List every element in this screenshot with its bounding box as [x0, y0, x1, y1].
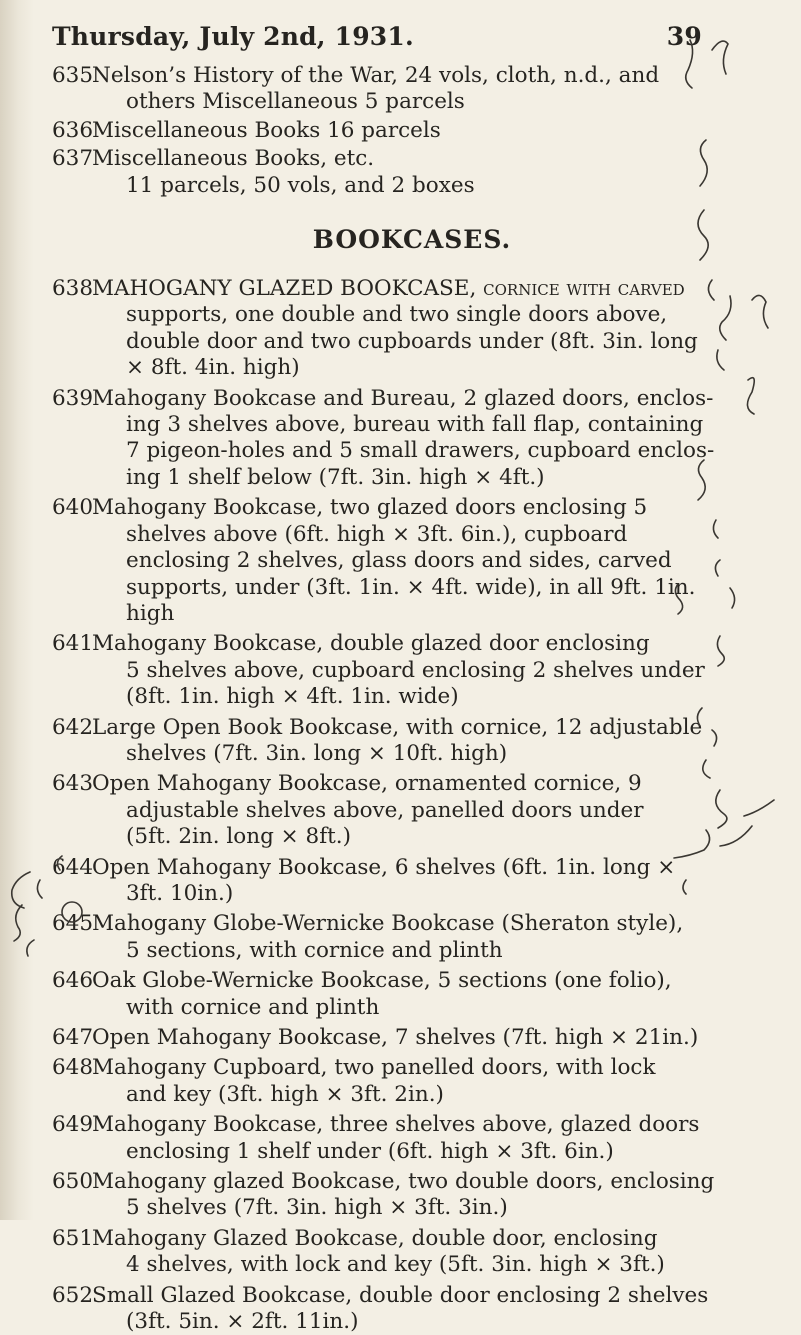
lot-description-line: Small Glazed Bookcase, double door enclosing 2 shelves — [92, 1282, 709, 1308]
lot-description-line: 11 parcels, 50 vols, and 2 boxes — [126, 172, 475, 198]
lot-list-bookcases — [52, 276, 772, 1335]
lot-number: 635 — [52, 63, 94, 88]
lot-description — [92, 1283, 772, 1335]
lot-description — [92, 146, 772, 199]
lot-description — [92, 1169, 772, 1222]
lot-description-line: (5ft. 2in. long × 8ft.) — [126, 824, 352, 850]
lot-description — [92, 1055, 772, 1108]
lot-description-line: Miscellaneous Books, etc. — [92, 146, 375, 172]
lot-entry — [52, 1025, 772, 1051]
lot-description-line: MAHOGANY GLAZED BOOKCASE, cornice with carved — [92, 276, 685, 302]
lot-entry — [52, 63, 772, 116]
lot-entry — [52, 855, 772, 908]
lot-description-line: Mahogany Bookcase, two glazed doors enclosing 5 — [92, 495, 648, 521]
lot-description-line: 4 shelves, with lock and key (5ft. 3in. high × 3ft.) — [126, 1252, 665, 1278]
lot-description-line: 5 shelves (7ft. 3in. high × 3ft. 3in.) — [126, 1195, 508, 1221]
lot-description-line: Oak Globe-Wernicke Bookcase, 5 sections (one folio), — [92, 968, 672, 994]
page-number: 39 — [666, 22, 702, 51]
lot-number: 645 — [52, 911, 94, 937]
lot-description-line: Nelson’s History of the War, 24 vols, cloth, n.d., and — [92, 63, 660, 88]
lot-description-line: Open Mahogany Bookcase, ornamented cornice, 9 — [92, 771, 642, 797]
lot-entry — [52, 1226, 772, 1279]
lot-number: 643 — [52, 771, 94, 797]
lot-description-line: Open Mahogany Bookcase, 6 shelves (6ft. 1in. long × — [92, 854, 676, 880]
lot-number: 641 — [52, 631, 94, 657]
lot-description-line: × 8ft. 4in. high) — [126, 355, 300, 381]
lot-number: 637 — [52, 146, 94, 172]
page-gutter — [0, 0, 34, 1220]
lot-description — [92, 495, 772, 627]
lot-description — [92, 118, 772, 144]
lot-description-line: enclosing 1 shelf under (6ft. high × 3ft. 6in.) — [126, 1138, 614, 1164]
lot-entry — [52, 1169, 772, 1222]
lot-description-line: Mahogany glazed Bookcase, two double doors, enclosing — [92, 1169, 715, 1195]
lot-description-line: Mahogany Glazed Bookcase, double door, enclosing — [92, 1225, 658, 1251]
lot-entry — [52, 118, 772, 144]
lot-description-line: (8ft. 1in. high × 4ft. 1in. wide) — [126, 684, 459, 710]
lot-entry — [52, 276, 772, 382]
lot-number: 638 — [52, 276, 94, 302]
lot-description — [92, 631, 772, 710]
lot-entry — [52, 968, 772, 1021]
lot-description-line: enclosing 2 shelves, glass doors and sides, carved — [126, 548, 672, 574]
section-heading-bookcases: BOOKCASES. — [312, 225, 512, 255]
lot-description-line: ing 3 shelves above, bureau with fall flap, containing — [126, 412, 704, 438]
lot-description — [92, 276, 772, 382]
sale-date: Thursday, July 2nd, 1931. — [52, 22, 414, 51]
lot-description-line: 7 pigeon-holes and 5 small drawers, cupboard enclos- — [126, 438, 715, 464]
lot-description-line: others Miscellaneous 5 parcels — [126, 89, 465, 115]
lot-description-line: Mahogany Bookcase and Bureau, 2 glazed doors, enclos- — [92, 385, 714, 411]
lot-description-line: Mahogany Bookcase, three shelves above, glazed doors — [92, 1112, 700, 1138]
lot-entry — [52, 386, 772, 492]
pencil-tick-mark — [37, 880, 42, 898]
lot-description-line: Large Open Book Bookcase, with cornice, 12 adjustable — [92, 714, 703, 740]
catalogue-page — [52, 22, 772, 1335]
lot-number: 647 — [52, 1025, 94, 1050]
lot-description — [92, 386, 772, 492]
lot-description-line: shelves above (6ft. high × 3ft. 6in.), cupboard — [126, 521, 628, 547]
lot-description-line: supports, under (3ft. 1in. × 4ft. wide), in all 9ft. 1in. — [126, 574, 696, 600]
lot-entry — [52, 1055, 772, 1108]
lot-description — [92, 855, 772, 908]
lot-description-line: Mahogany Globe-Wernicke Bookcase (Sheraton style), — [92, 911, 684, 937]
lot-entry — [52, 771, 772, 850]
lot-entry — [52, 911, 772, 964]
lot-description-line: Open Mahogany Bookcase, 7 shelves (7ft. high × 21in.) — [92, 1025, 699, 1050]
lot-description-line: 5 shelves above, cupboard enclosing 2 shelves under — [126, 657, 705, 683]
lot-description — [92, 911, 772, 964]
lot-number: 652 — [52, 1282, 94, 1308]
lot-entry — [52, 631, 772, 710]
lot-description-line: shelves (7ft. 3in. long × 10ft. high) — [126, 740, 508, 766]
lot-entry — [52, 1112, 772, 1165]
lot-description — [92, 1112, 772, 1165]
lot-entry — [52, 146, 772, 199]
lot-description-line: supports, one double and two single doors above, — [126, 302, 668, 328]
lot-description-line: 5 sections, with cornice and plinth — [126, 937, 503, 963]
lot-description-line: Mahogany Cupboard, two panelled doors, with lock — [92, 1055, 656, 1081]
lot-entry — [52, 495, 772, 627]
lot-description-line: 3ft. 10in.) — [126, 880, 234, 906]
lot-number: 640 — [52, 495, 94, 521]
lot-entry — [52, 715, 772, 768]
lot-description — [92, 968, 772, 1021]
lot-description-line: Mahogany Bookcase, double glazed door enclosing — [92, 631, 650, 657]
lot-number: 650 — [52, 1169, 94, 1195]
lot-description — [92, 715, 772, 768]
lot-description — [92, 1226, 772, 1279]
lot-number: 636 — [52, 117, 94, 143]
lot-description-line: adjustable shelves above, panelled doors under — [126, 797, 644, 823]
lot-description-line: double door and two cupboards under (8ft. 3in. long — [126, 328, 698, 354]
lot-number: 651 — [52, 1225, 94, 1251]
lot-list-miscellaneous — [52, 63, 772, 199]
lot-number: 639 — [52, 385, 94, 411]
lot-description — [92, 771, 772, 850]
lot-description-line: high — [126, 600, 175, 626]
page-header — [52, 22, 772, 51]
lot-description-line: (3ft. 5in. × 2ft. 11in.) — [126, 1309, 359, 1335]
lot-entry — [52, 1283, 772, 1335]
lot-description-line: Miscellaneous Books 16 parcels — [92, 117, 441, 143]
lot-description — [92, 1025, 772, 1051]
lot-number: 642 — [52, 714, 94, 740]
lot-description-line: and key (3ft. high × 3ft. 2in.) — [126, 1081, 444, 1107]
lot-number: 644 — [52, 854, 94, 880]
lot-number: 646 — [52, 968, 94, 994]
lot-description-line: with cornice and plinth — [126, 994, 380, 1020]
lot-description — [92, 63, 772, 116]
lot-description-line: ing 1 shelf below (7ft. 3in. high × 4ft.) — [126, 464, 545, 490]
lot-number: 649 — [52, 1112, 94, 1138]
lot-number: 648 — [52, 1055, 94, 1081]
